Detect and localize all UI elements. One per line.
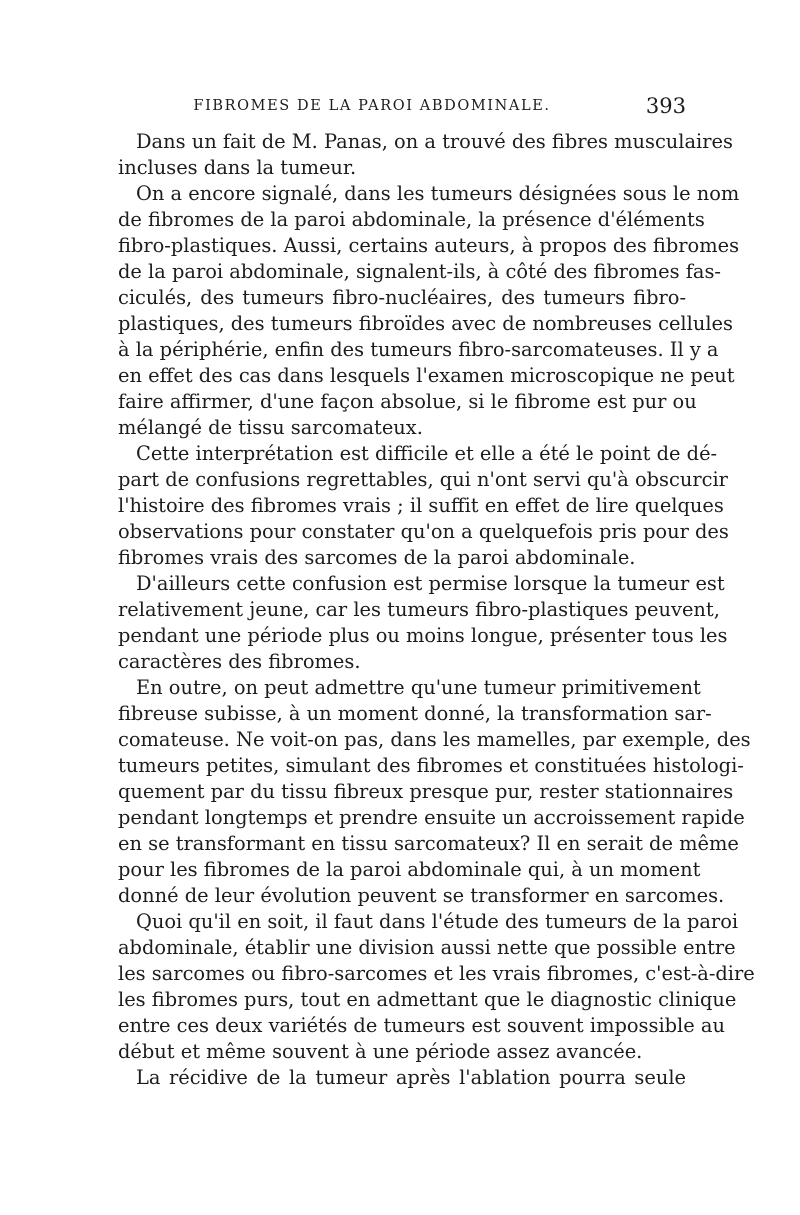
text-line: La récidive de la tumeur après l'ablation pourra seule	[136, 1066, 686, 1089]
text-line: ciculés, des tumeurs fibro-nucléaires, des tumeurs fibro-	[118, 286, 686, 309]
text-line: les fibromes purs, tout en admettant que le diagnostic clinique	[118, 988, 737, 1011]
text-line: pendant longtemps et prendre ensuite un accroissement rapide	[118, 806, 745, 829]
text-line: tumeurs petites, simulant des fibromes et constituées histologi-	[118, 754, 744, 777]
text-line: plastiques, des tumeurs fibroïdes avec de nombreuses cellules	[118, 312, 733, 335]
text-line: de fibromes de la paroi abdominale, la présence d'éléments	[118, 208, 705, 231]
text-line: abdominale, établir une division aussi nette que possible entre	[118, 936, 736, 959]
text-line: entre ces deux variétés de tumeurs est souvent impossible au	[118, 1014, 725, 1037]
text-line: pour les fibromes de la paroi abdominale qui, à un moment	[118, 858, 701, 881]
text-line: Dans un fait de M. Panas, on a trouvé des fibres musculaires	[136, 130, 733, 153]
text-line: mélangé de tissu sarcomateux.	[118, 416, 423, 439]
text-line: fibreuse subisse, à un moment donné, la transformation sar-	[118, 702, 712, 725]
text-line: début et même souvent à une période assez avancée.	[118, 1040, 643, 1063]
text-line: Quoi qu'il en soit, il faut dans l'étude des tumeurs de la paroi	[136, 910, 739, 933]
running-title: FIBROMES DE LA PAROI ABDOMINALE.	[193, 98, 551, 114]
text-line: pendant une période plus ou moins longue, présenter tous les	[118, 624, 728, 647]
text-line: incluses dans la tumeur.	[118, 156, 357, 179]
text-line: quement par du tissu fibreux presque pur, rester stationnaires	[118, 780, 734, 803]
text-line: Cette interprétation est difficile et elle a été le point de dé-	[136, 442, 718, 465]
page-number: 393	[645, 94, 686, 118]
text-line: D'ailleurs cette confusion est permise lorsque la tumeur est	[136, 572, 725, 595]
text-line: On a encore signalé, dans les tumeurs désignées sous le nom	[136, 182, 740, 205]
text-line: caractères des fibromes.	[118, 650, 361, 673]
text-line: les sarcomes ou fibro-sarcomes et les vrais fibromes, c'est-à-dire	[118, 962, 755, 985]
text-line: fibromes vrais des sarcomes de la paroi abdominale.	[118, 546, 636, 569]
text-line: donné de leur évolution peuvent se transformer en sarcomes.	[118, 884, 725, 907]
running-head	[118, 96, 686, 122]
text-line: part de confusions regrettables, qui n'ont servi qu'à obscurcir	[118, 468, 728, 491]
text-line: comateuse. Ne voit-on pas, dans les mamelles, par exemple, des	[118, 728, 751, 751]
text-line: relativement jeune, car les tumeurs fibro-plastiques peuvent,	[118, 598, 720, 621]
text-line: fibro-plastiques. Aussi, certains auteurs, à propos des fibromes	[118, 234, 740, 257]
text-line: l'histoire des fibromes vrais ; il suffit en effet de lire quelques	[118, 494, 724, 517]
text-line: en effet des cas dans lesquels l'examen microscopique ne peut	[118, 364, 735, 387]
text-line: En outre, on peut admettre qu'une tumeur primitivement	[136, 676, 701, 699]
text-line: à la périphérie, enfin des tumeurs fibro-sarcomateuses. Il y a	[118, 338, 719, 361]
text-line: observations pour constater qu'on a quelquefois pris pour des	[118, 520, 729, 543]
text-line: de la paroi abdominale, signalent-ils, à côté des fibromes fas-	[118, 260, 721, 283]
text-line: faire affirmer, d'une façon absolue, si le fibrome est pur ou	[118, 390, 697, 413]
text-line: en se transformant en tissu sarcomateux? Il en serait de même	[118, 832, 739, 855]
